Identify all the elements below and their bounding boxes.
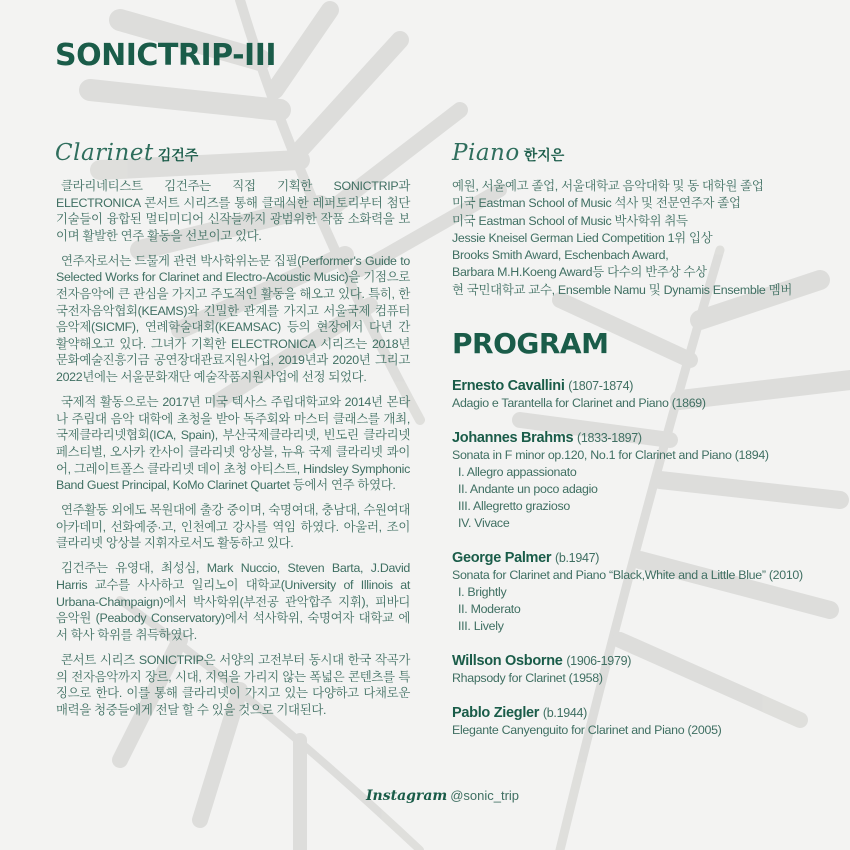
bio-paragraph: 연주활동 외에도 목원대에 출강 중이며, 숙명여대, 충남대, 수원여대 아카데미, 선화예중·고, 인천예고 강사를 역임 하였다. 아울러, 조이 클라리넷 앙상블 지휘자로서도 활동하고 있다. [56, 503, 410, 551]
movement-item: II. Andante un poco adagio [458, 482, 598, 496]
composer-name: Willson Osborne [452, 653, 563, 669]
program-piece [452, 377, 842, 412]
composer-name: Pablo Ziegler [452, 705, 540, 721]
clarinet-header [55, 140, 198, 166]
composer-dates: (1906-1979) [566, 654, 632, 668]
composer-name: Johannes Brahms [452, 430, 574, 446]
movement-item: I. Brightly [458, 585, 507, 599]
clarinetist-bio [56, 178, 410, 727]
pianist-name: 한지은 [523, 148, 565, 164]
credit-item: Barbara M.H.Koeng Award등 다수의 반주상 수상 [452, 265, 707, 280]
credit-item: Brooks Smith Award, Eschenbach Award, [452, 248, 669, 263]
movement-list [452, 464, 842, 532]
instagram-footer [366, 788, 519, 804]
program-piece [452, 704, 842, 739]
program-piece [452, 652, 842, 687]
bio-paragraph: 국제적 활동으로는 2017년 미국 텍사스 주립대학교와 2014년 몬타나 주립대 음악 대학에 초청을 받아 독주회와 마스터 클래스를 개최, 국제클라리넷협회(ICA, Spain), 부산국제클라리넷, 빈도린 클라리넷페스티벌, 오사카 칸사이 클라리넷 앙상블, 뉴욕 국제 클라리넷 콰이어, 그레이트폴스 클라리넷 데이 초청 아티스트, Hindsley Symphonic Band Guest Principal, KoMo Clarinet Quartet 등에서 연주 하였다. [56, 395, 410, 493]
program-heading: PROGRAM [452, 327, 609, 360]
instagram-handle[interactable]: @sonic_trip [450, 788, 520, 803]
credit-item: 현 국민대학교 교수, Ensemble Namu 및 Dynamis Ensemble 멤버 [452, 282, 792, 297]
composer-dates: (b.1944) [542, 706, 588, 720]
program-piece [452, 429, 842, 532]
work-title: Sonata in F minor op.120, No.1 for Clarinet and Piano (1894) [452, 448, 769, 462]
composer-dates: (1833-1897) [576, 431, 642, 445]
composer-name: Ernesto Cavallini [452, 378, 565, 394]
clarinet-script-label: Clarinet [55, 140, 154, 166]
bio-paragraph: 김건주는 유영대, 최성심, Mark Nuccio, Steven Barta, J.David Harris 교수를 사사하고 일리노이 대학교(University of Illinois at Urbana-Champaign)에서 박사학위(부전공 관악합주 지휘), 피바디 음악원 (Peabody Conservatory)에서 석사학위, 숙명여자 대학교 에서 학사 학위를 취득하였다. [56, 561, 410, 642]
bio-paragraph: 클라리네티스트 김건주는 직접 기획한 SONICTRIP과 ELECTRONICA 콘서트 시리즈를 통해 클래식한 레퍼토리부터 첨단기술들이 융합된 멀티미디어 신작들까지 광범위한 작품 소화력을 보이며 활발한 연주 활동을 선보이고 있다. [56, 179, 410, 243]
movement-item: III. Allegretto grazioso [458, 499, 570, 513]
piano-script-label: Piano [452, 140, 520, 166]
work-title: Adagio e Tarantella for Clarinet and Piano (1869) [452, 396, 706, 410]
movement-list [452, 584, 842, 635]
credit-item: 미국 Eastman School of Music 박사학위 취득 [452, 213, 688, 228]
clarinetist-name: 김건주 [157, 148, 199, 164]
composer-dates: (b.1947) [555, 551, 600, 565]
program-list [452, 377, 842, 756]
pianist-credits [452, 178, 832, 299]
work-title: Rhapsody for Clarinet (1958) [452, 671, 603, 685]
movement-item: III. Lively [458, 619, 504, 633]
movement-item: I. Allegro appassionato [458, 465, 577, 479]
work-title: Sonata for Clarinet and Piano “Black,White and a Little Blue” (2010) [452, 568, 803, 582]
work-title: Elegante Canyenguito for Clarinet and Piano (2005) [452, 723, 722, 737]
movement-item: II. Moderato [458, 602, 521, 616]
movement-item: IV. Vivace [458, 516, 510, 530]
page-title: SONICTRIP-III [55, 38, 277, 73]
program-piece [452, 549, 842, 635]
bio-paragraph: 연주자로서는 드물게 관련 박사학위논문 집필(Performer's Guide to Selected Works for Clarinet and Electro-Acoustic Music)을 기점으로 전자음악에 큰 관심을 가지고 주도적인 활동을 해오고 있다. 특히, 한국전자음악협회(KEAMS)와 긴밀한 관계를 가지고 서울국제 컴퓨터음악제(SICMF), 연례학술대회(KEAMSAC) 등의 현장에서 다년 간 활약해오고 있다. 그녀가 기획한 ELECTRONICA 시리즈는 2018년 문화예술진흥기금 공연장대관료지원사업, 2019년과 2020년 그리고 2022년에는 서울문화재단 예술작품지원사업에 선정 되었다. [56, 253, 410, 385]
composer-name: George Palmer [452, 550, 552, 566]
credit-item: Jessie Kneisel German Lied Competition 1위 입상 [452, 230, 713, 245]
composer-dates: (1807-1874) [568, 379, 634, 393]
bio-paragraph: 콘서트 시리즈 SONICTRIP은 서양의 고전부터 동시대 한국 작곡가의 전자음악까지 장르, 시대, 지역을 가리지 않는 폭넓은 콘텐츠를 특징으로 한다. 이를 통해 클라리넷이 가지고 있는 다양하고 다채로운 매력을 청중들에게 전달 할 수 있을 것으로 기대된다. [56, 652, 410, 717]
credit-item: 미국 Eastman School of Music 석사 및 전문연주자 졸업 [452, 196, 741, 211]
credit-item: 예원, 서울예고 졸업, 서울대학교 음악대학 및 동 대학원 졸업 [452, 179, 764, 193]
piano-header [452, 140, 564, 166]
instagram-label: Instagram [366, 788, 448, 804]
